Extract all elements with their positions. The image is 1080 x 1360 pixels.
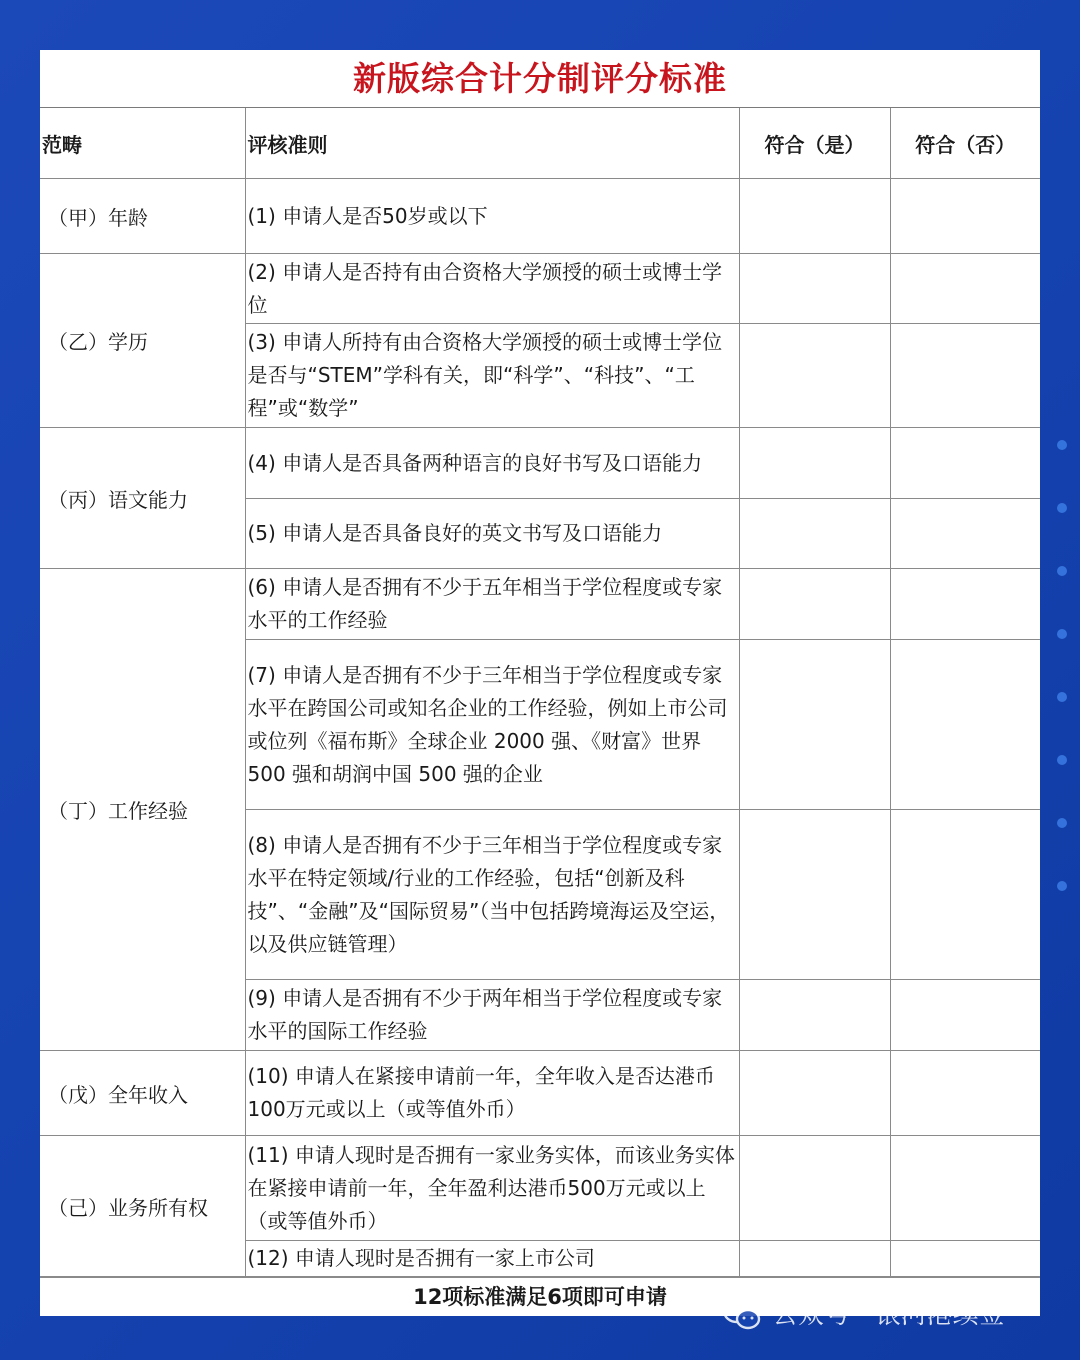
criteria-cell: (5) 申请人是否具备良好的英文书写及口语能力 <box>245 499 739 569</box>
table-row <box>40 428 1040 499</box>
no-cell[interactable] <box>890 1051 1040 1136</box>
no-cell[interactable] <box>890 499 1040 569</box>
summary-footer: 12项标准满足6项即可申请 <box>40 1277 1040 1316</box>
criteria-cell: (7) 申请人是否拥有不少于三年相当于学位程度或专家水平在跨国公司或知名企业的工作经验，例如上市公司或位列《福布斯》全球企业 2000 强、《财富》世界 500 强和胡润中国 500 强的企业 <box>245 640 739 810</box>
yes-cell[interactable] <box>739 980 890 1051</box>
criteria-table <box>40 108 1040 1277</box>
yes-cell[interactable] <box>739 640 890 810</box>
table-row <box>40 254 1040 324</box>
criteria-cell: (1) 申请人是否50岁或以下 <box>245 179 739 254</box>
yes-cell[interactable] <box>739 254 890 324</box>
criteria-cell: (6) 申请人是否拥有不少于五年相当于学位程度或专家水平的工作经验 <box>245 569 739 640</box>
category-cell: （甲）年龄 <box>40 179 245 254</box>
criteria-cell: (11) 申请人现时是否拥有一家业务实体，而该业务实体在紧接申请前一年，全年盈利达港币500万元或以上（或等值外币） <box>245 1136 739 1241</box>
table-row <box>40 1051 1040 1136</box>
header-no: 符合（否） <box>890 108 1040 179</box>
no-cell[interactable] <box>890 640 1040 810</box>
criteria-cell: (10) 申请人在紧接申请前一年，全年收入是否达港币100万元或以上（或等值外币） <box>245 1051 739 1136</box>
no-cell[interactable] <box>890 428 1040 499</box>
no-cell[interactable] <box>890 1241 1040 1277</box>
watermark-text: 公众号 · 银河港续签 <box>772 1300 1005 1330</box>
table-row <box>40 1136 1040 1241</box>
no-cell[interactable] <box>890 569 1040 640</box>
table-header-row <box>40 108 1040 179</box>
yes-cell[interactable] <box>739 1051 890 1136</box>
criteria-cell: (3) 申请人所持有由合资格大学颁授的硕士或博士学位是否与“STEM”学科有关，即“科学”、“科技”、“工程”或“数学” <box>245 324 739 428</box>
watermark <box>722 1292 1005 1338</box>
no-cell[interactable] <box>890 324 1040 428</box>
header-criteria: 评核准则 <box>245 108 739 179</box>
criteria-cell: (12) 申请人现时是否拥有一家上市公司 <box>245 1241 739 1277</box>
category-cell: （乙）学历 <box>40 254 245 428</box>
yes-cell[interactable] <box>739 1136 890 1241</box>
category-cell: （己）业务所有权 <box>40 1136 245 1277</box>
yes-cell[interactable] <box>739 324 890 428</box>
no-cell[interactable] <box>890 254 1040 324</box>
criteria-cell: (8) 申请人是否拥有不少于三年相当于学位程度或专家水平在特定领域/行业的工作经验，包括“创新及科技”、“金融”及“国际贸易”（当中包括跨境海运及空运，以及供应链管理） <box>245 810 739 980</box>
no-cell[interactable] <box>890 1136 1040 1241</box>
criteria-card <box>40 50 1040 1316</box>
table-row <box>40 569 1040 640</box>
yes-cell[interactable] <box>739 428 890 499</box>
criteria-cell: (9) 申请人是否拥有不少于两年相当于学位程度或专家水平的国际工作经验 <box>245 980 739 1051</box>
table-row <box>40 179 1040 254</box>
yes-cell[interactable] <box>739 1241 890 1277</box>
category-cell: （丙）语文能力 <box>40 428 245 569</box>
category-cell: （丁）工作经验 <box>40 569 245 1051</box>
criteria-cell: (4) 申请人是否具备两种语言的良好书写及口语能力 <box>245 428 739 499</box>
no-cell[interactable] <box>890 179 1040 254</box>
header-yes: 符合（是） <box>739 108 890 179</box>
yes-cell[interactable] <box>739 569 890 640</box>
decorative-dots <box>1052 440 1072 944</box>
page-title: 新版综合计分制评分标准 <box>40 50 1040 108</box>
no-cell[interactable] <box>890 810 1040 980</box>
category-cell: （戊）全年收入 <box>40 1051 245 1136</box>
yes-cell[interactable] <box>739 499 890 569</box>
header-category: 范畴 <box>40 108 245 179</box>
criteria-cell: (2) 申请人是否持有由合资格大学颁授的硕士或博士学位 <box>245 254 739 324</box>
wechat-icon <box>722 1298 762 1332</box>
yes-cell[interactable] <box>739 179 890 254</box>
no-cell[interactable] <box>890 980 1040 1051</box>
yes-cell[interactable] <box>739 810 890 980</box>
